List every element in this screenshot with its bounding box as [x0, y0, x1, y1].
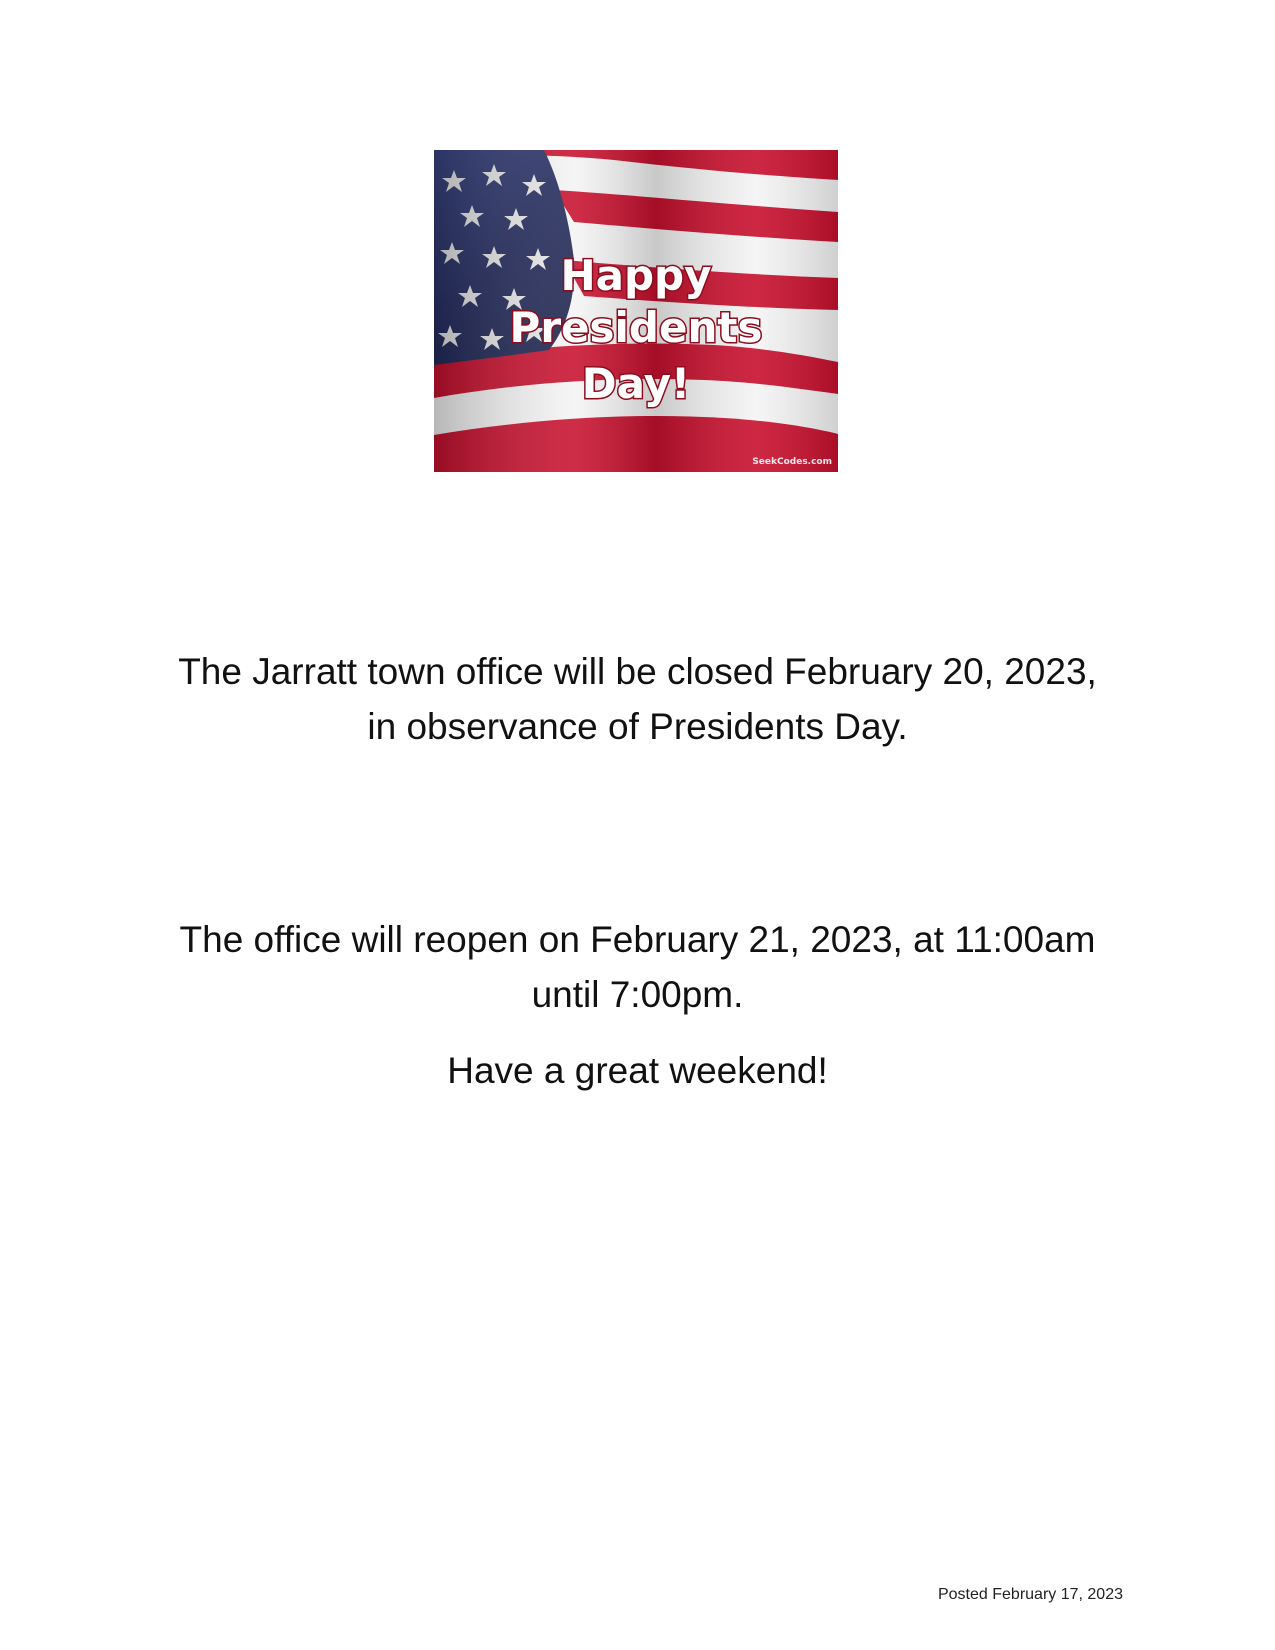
reopen-line-1: The office will reopen on February 21, 2023, at 11:00am — [179, 919, 1096, 960]
posted-date: Posted February 17, 2023 — [937, 1586, 1123, 1603]
closing-message — [0, 1043, 1275, 1098]
banner-line-3: Day! — [581, 359, 691, 408]
reopen-notice — [0, 912, 1275, 1022]
reopen-line-2: until 7:00pm. — [531, 974, 744, 1015]
closing-line: Have a great weekend! — [447, 1050, 828, 1091]
closure-line-2: in observance of Presidents Day. — [367, 706, 908, 747]
closure-line-1: The Jarratt town office will be closed February 20, 2023, — [178, 651, 1097, 692]
closure-notice — [0, 644, 1275, 754]
banner-line-2: Presidents — [509, 303, 763, 352]
presidents-day-flag-image — [434, 150, 838, 472]
banner-line-1: Happy — [560, 251, 712, 300]
waving-flag-graphic — [434, 150, 838, 472]
watermark-text: SeekCodes.com — [752, 457, 832, 467]
